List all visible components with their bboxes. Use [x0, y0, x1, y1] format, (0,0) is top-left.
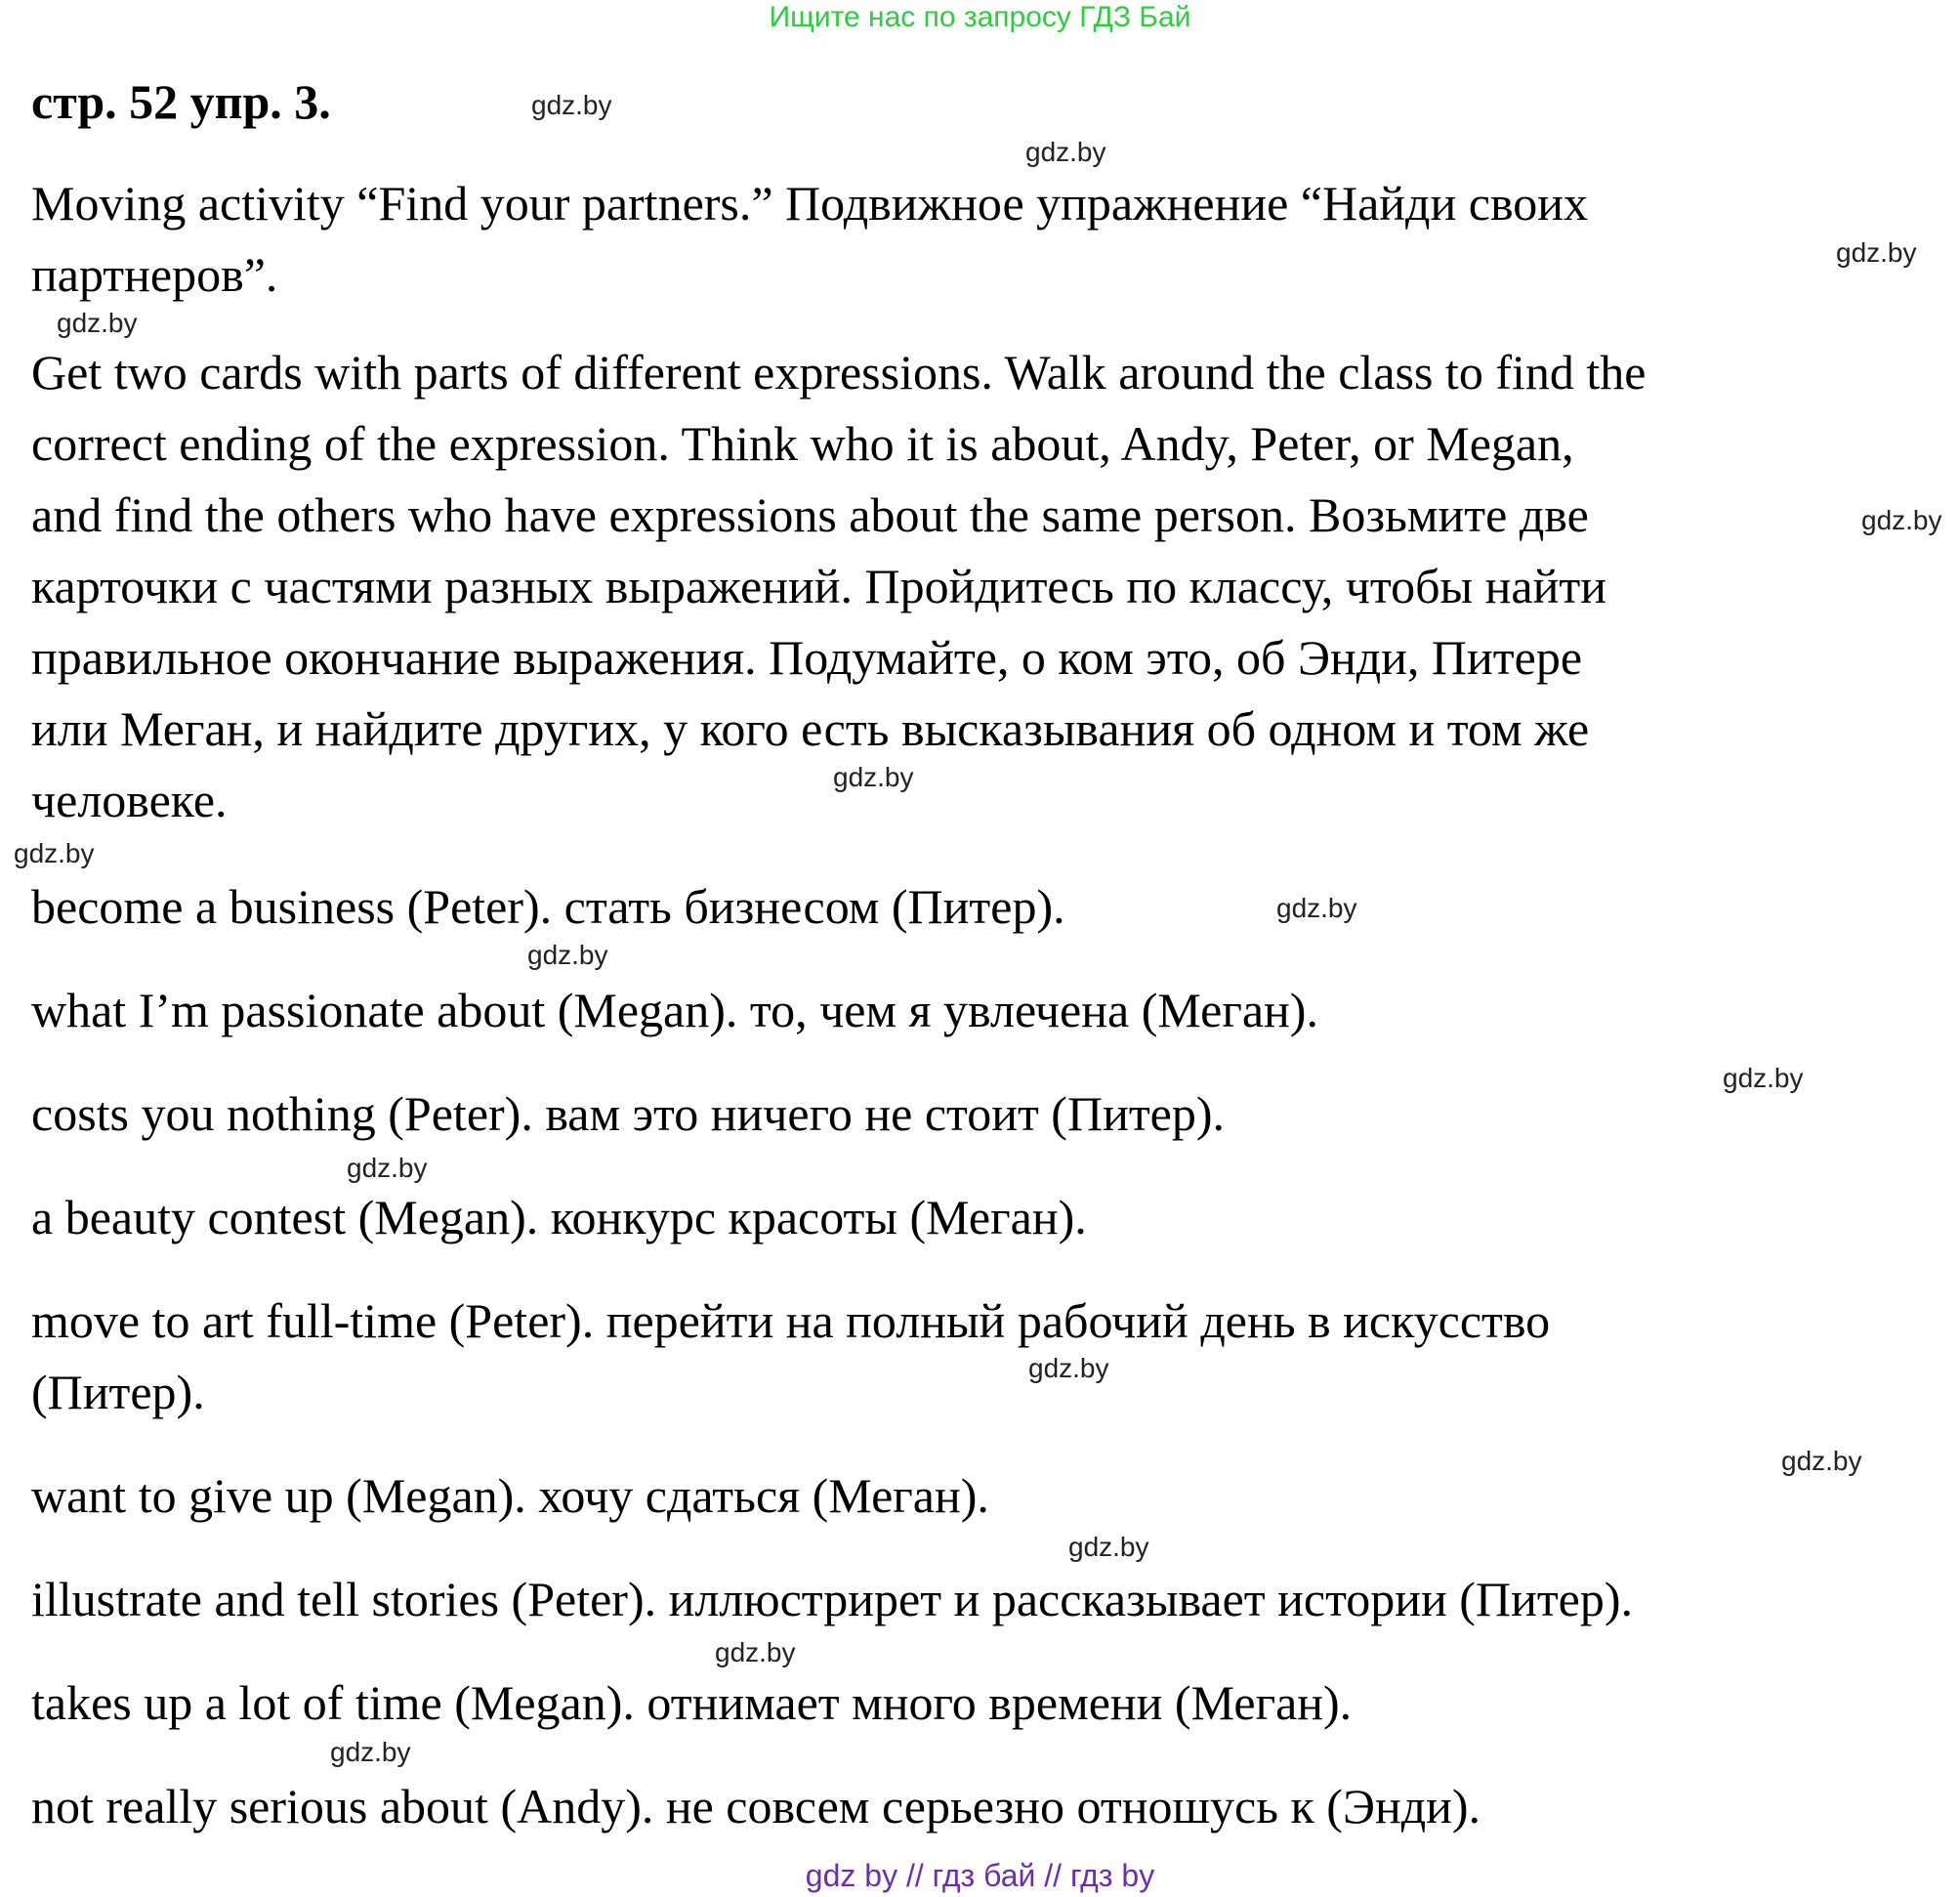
task-line: correct ending of the expression. Think who it is about, Andy, Peter, or Megan,: [31, 416, 1574, 471]
watermark: gdz.by: [1836, 237, 1917, 268]
watermark: gdz.by: [1068, 1532, 1149, 1562]
expression-item: a beauty contest (Megan). конкурс красоты (Меган).: [31, 1190, 1087, 1244]
watermark: gdz.by: [1861, 505, 1942, 535]
expression-item: become a business (Peter). стать бизнесом (Питер).: [31, 879, 1065, 934]
expression-item: takes up a lot of time (Megan). отнимает много времени (Меган).: [31, 1675, 1353, 1730]
expression-item: what I’m passionate about (Megan). то, чем я увлечена (Меган).: [31, 983, 1318, 1037]
task-line: человеке.: [31, 773, 228, 827]
task-line: and find the others who have expressions about the same person. Возьмите две: [31, 487, 1589, 542]
intro-line: партнеров”.: [31, 247, 278, 302]
watermark: gdz.by: [531, 90, 612, 120]
watermark: gdz.by: [1025, 137, 1106, 167]
watermark: gdz.by: [330, 1737, 411, 1767]
expression-item: not really serious about (Andy). не совсем серьезно отношусь к (Энди).: [31, 1779, 1481, 1834]
watermark: gdz.by: [1781, 1446, 1862, 1476]
task-line: карточки с частями разных выражений. Пройдитесь по классу, чтобы найти: [31, 559, 1606, 613]
intro-paragraph: [31, 168, 1588, 311]
watermark: gdz.by: [1276, 893, 1357, 923]
watermark: gdz.by: [715, 1637, 796, 1667]
top-banner: Ищите нас по запросу ГДЗ Бай: [769, 1, 1191, 33]
page-heading: стр. 52 упр. 3.: [31, 74, 331, 129]
watermark: gdz.by: [347, 1153, 428, 1183]
expression-item: costs you nothing (Peter). вам это ничего не стоит (Питер).: [31, 1086, 1226, 1141]
expression-item: move to art full-time (Peter). перейти на полный рабочий день в искусство: [31, 1293, 1551, 1348]
watermark: gdz.by: [833, 762, 914, 792]
footer-links: gdz by // гдз бай // гдз by: [805, 1858, 1155, 1893]
task-line: Get two cards with parts of different expressions. Walk around the class to find the: [31, 345, 1647, 400]
expression-item: want to give up (Megan). хочу сдаться (Меган).: [31, 1468, 989, 1523]
intro-line: Moving activity “Find your partners.” Подвижное упражнение “Найди своих: [31, 176, 1588, 231]
watermark: gdz.by: [1723, 1063, 1804, 1093]
expression-item-continued: (Питер).: [31, 1365, 205, 1419]
watermark: gdz.by: [14, 838, 95, 868]
task-line: или Меган, и найдите других, у кого есть высказывания об одном и том же: [31, 701, 1590, 756]
expression-item: illustrate and tell stories (Peter). иллюстрирет и рассказывает истории (Питер).: [31, 1572, 1634, 1626]
watermark: gdz.by: [527, 940, 608, 970]
watermark: gdz.by: [57, 308, 138, 338]
task-line: правильное окончание выражения. Подумайте, о ком это, об Энди, Питере: [31, 630, 1583, 685]
watermark: gdz.by: [1028, 1353, 1109, 1383]
